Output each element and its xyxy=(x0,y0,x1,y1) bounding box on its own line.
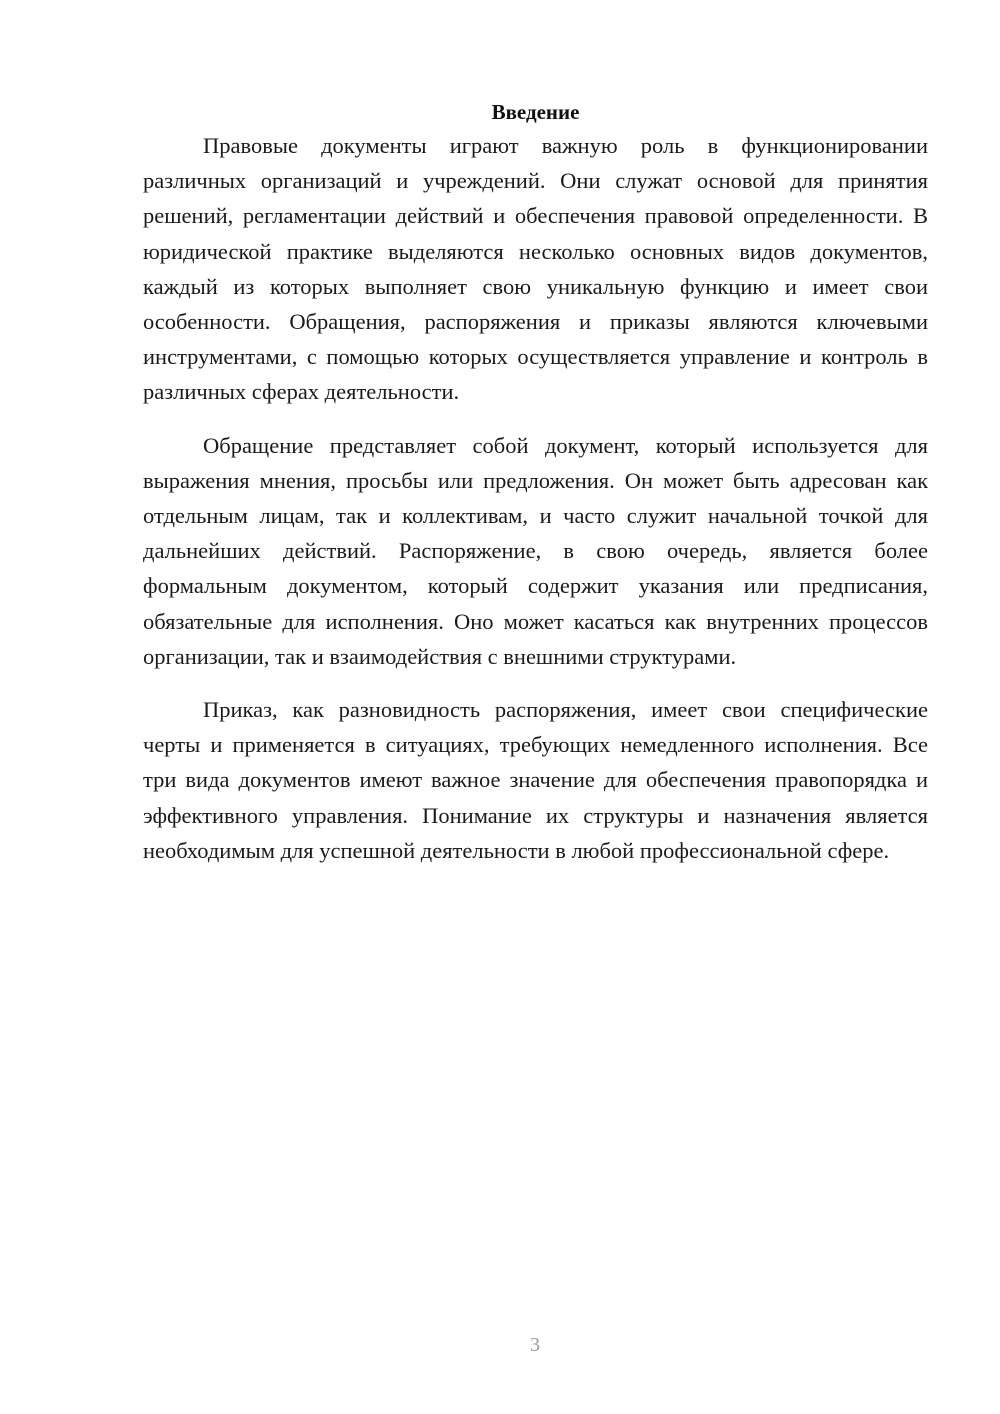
paragraph-order: Приказ, как разновидность распоряжения, имеет свои специфические черты и применяется в ситуациях, требующих немедленного исполнения. Все три вида документов имеют важное значение для обеспечения правопорядка и эффективного управления. Понимание их структуры и назначения является необходимым для успешной деятельности в любой профессиональной сфере. xyxy=(143,697,928,863)
paragraph-intro: Правовые документы играют важную роль в функционировании различных организаций и учреждений. Они служат основой для принятия решений, регламентации действий и обеспечения правовой определенности. В юридической практике выделяются несколько основных видов документов, каждый из которых выполняет свою уникальную функцию и имеет свои особенности. Обращения, распоряжения и приказы являются ключевыми инструментами, с помощью которых осуществляется управление и контроль в различных сферах деятельности. xyxy=(143,133,928,405)
page-title: Введение xyxy=(491,100,580,124)
page-number: 3 xyxy=(530,1334,540,1356)
paragraph-appeal: Обращение представляет собой документ, который используется для выражения мнения, просьбы или предложения. Он может быть адресован как отдельным лицам, так и коллективам, и часто служит начальной точкой для дальнейших действий. Распоряжение, в свою очередь, является более формальным документом, который содержит указания или предписания, обязательные для исполнения. Оно может касаться как внутренних процессов организации, так и взаимодействия с внешними структурами. xyxy=(143,432,928,669)
page-content xyxy=(143,96,928,868)
